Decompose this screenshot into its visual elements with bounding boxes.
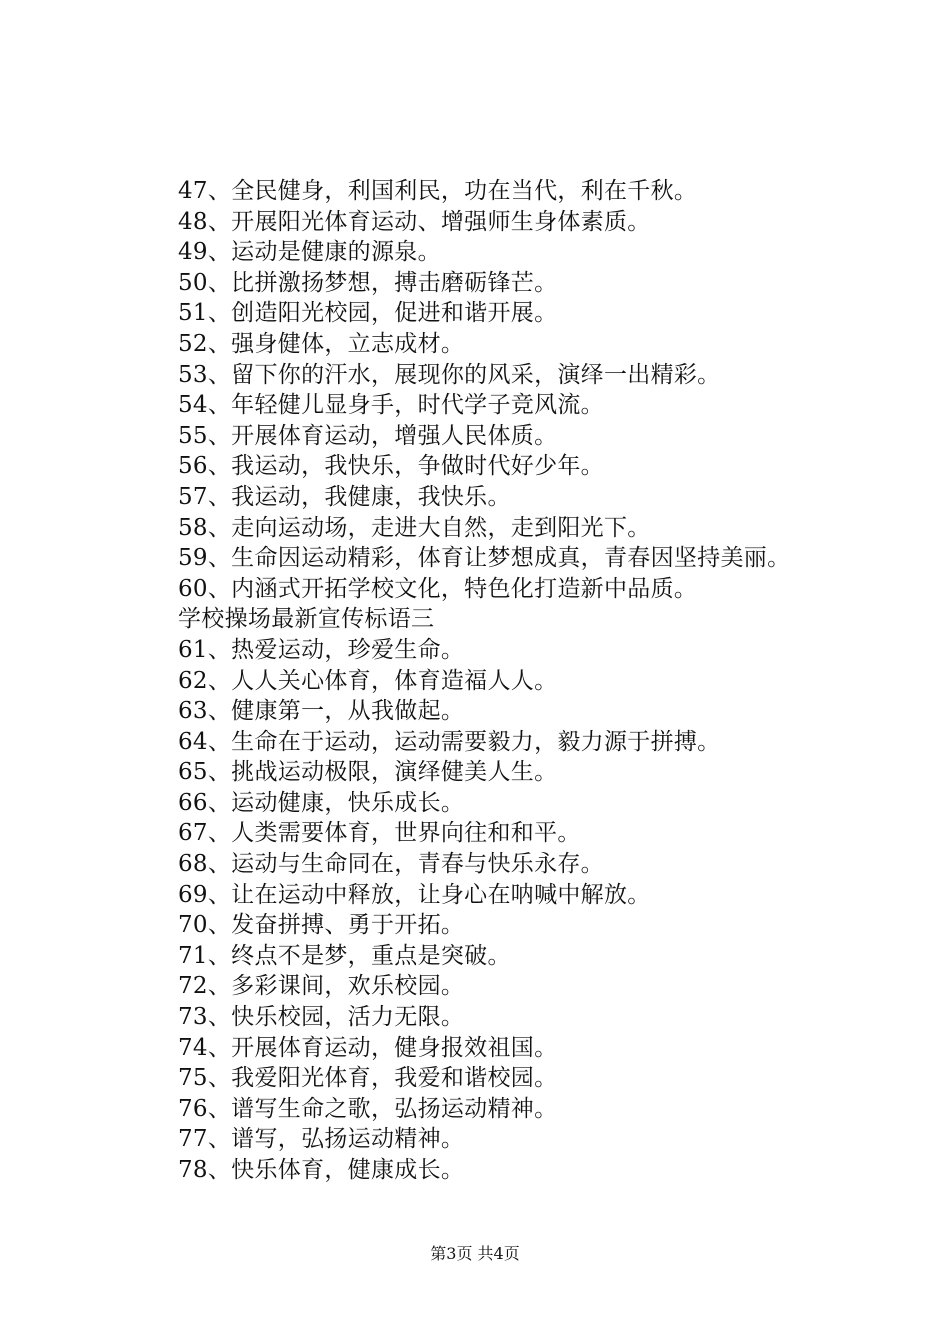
slogan-line: 53、留下你的汗水，展现你的风采，演绎一出精彩。 bbox=[178, 361, 721, 388]
page-footer: 第3页 共4页 bbox=[430, 1244, 520, 1263]
slogan-line: 70、发奋拼搏、勇于开拓。 bbox=[178, 912, 465, 939]
slogan-line: 77、谱写，弘扬运动精神。 bbox=[178, 1126, 465, 1153]
slogan-line: 66、运动健康，快乐成长。 bbox=[178, 789, 465, 816]
slogan-line: 73、快乐校园，活力无限。 bbox=[178, 1004, 465, 1031]
slogan-line: 57、我运动，我健康，我快乐。 bbox=[178, 483, 511, 510]
slogan-line: 76、谱写生命之歌，弘扬运动精神。 bbox=[178, 1095, 558, 1122]
slogan-line: 54、年轻健儿显身手，时代学子竞风流。 bbox=[178, 392, 604, 419]
slogan-line: 51、创造阳光校园，促进和谐开展。 bbox=[178, 300, 558, 327]
slogan-line: 55、开展体育运动，增强人民体质。 bbox=[178, 422, 558, 449]
slogan-line: 49、运动是健康的源泉。 bbox=[178, 239, 441, 266]
slogan-line: 74、开展体育运动，健身报效祖国。 bbox=[178, 1034, 558, 1061]
document-body bbox=[178, 176, 878, 1186]
slogan-line: 58、走向运动场，走进大自然，走到阳光下。 bbox=[178, 514, 651, 541]
slogan-line: 69、让在运动中释放，让身心在呐喊中解放。 bbox=[178, 881, 651, 908]
slogan-line: 65、挑战运动极限，演绎健美人生。 bbox=[178, 759, 558, 786]
slogan-line: 78、快乐体育，健康成长。 bbox=[178, 1157, 465, 1183]
slogan-line: 60、内涵式开拓学校文化，特色化打造新中品质。 bbox=[178, 575, 698, 602]
slogan-line: 71、终点不是梦，重点是突破。 bbox=[178, 942, 511, 969]
slogan-line: 47、全民健身，利国利民，功在当代，利在千秋。 bbox=[178, 178, 698, 204]
slogan-line: 64、生命在于运动，运动需要毅力，毅力源于拼搏。 bbox=[178, 728, 721, 755]
slogan-line: 67、人类需要体育，世界向往和和平。 bbox=[178, 820, 581, 847]
slogan-line: 48、开展阳光体育运动、增强师生身体素质。 bbox=[178, 208, 651, 235]
slogan-line: 62、人人关心体育，体育造福人人。 bbox=[178, 667, 558, 694]
slogan-line: 72、多彩课间，欢乐校园。 bbox=[178, 973, 465, 1000]
slogan-line: 63、健康第一，从我做起。 bbox=[178, 698, 465, 725]
slogan-line: 68、运动与生命同在，青春与快乐永存。 bbox=[178, 851, 604, 878]
slogan-line: 59、生命因运动精彩，体育让梦想成真，青春因坚持美丽。 bbox=[178, 545, 791, 572]
slogan-line: 61、热爱运动，珍爱生命。 bbox=[178, 636, 465, 663]
slogan-line: 52、强身健体，立志成材。 bbox=[178, 330, 465, 357]
slogan-line: 50、比拼激扬梦想，搏击磨砺锋芒。 bbox=[178, 269, 558, 296]
slogan-line: 56、我运动，我快乐，争做时代好少年。 bbox=[178, 453, 604, 480]
slogan-line: 75、我爱阳光体育，我爱和谐校园。 bbox=[178, 1065, 558, 1092]
section-heading: 学校操场最新宣传标语三 bbox=[178, 606, 435, 633]
